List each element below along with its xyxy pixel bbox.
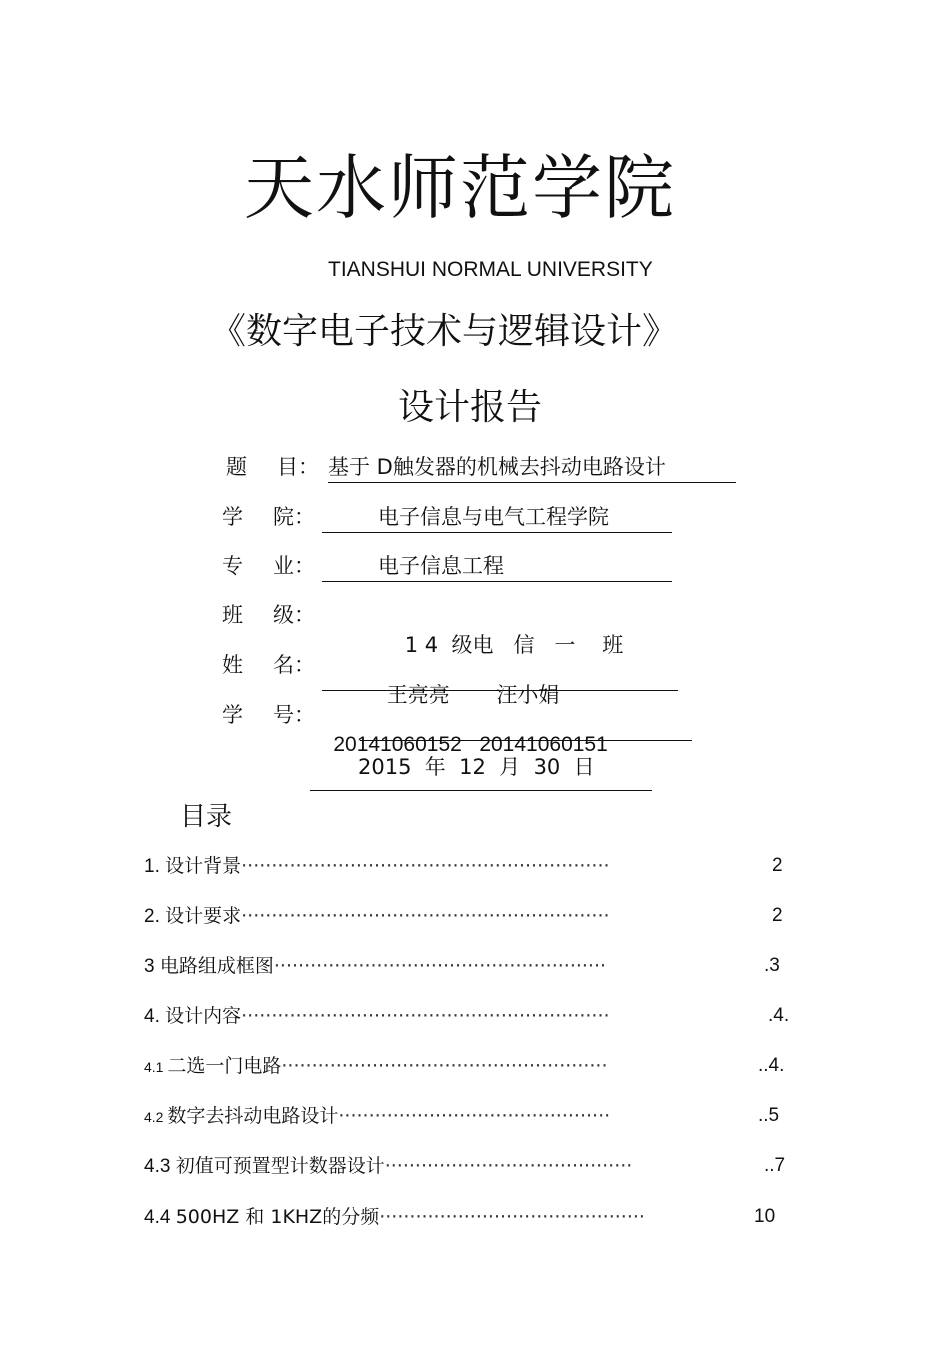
toc-title: 目录 — [180, 802, 233, 832]
toc-item-4-2-page: ..5 — [758, 1105, 780, 1126]
university-name-cn: 天水师范学院 — [244, 147, 676, 229]
class-value: 1 4 级电 信 一 班 — [404, 633, 624, 657]
topic-value: 基于 D触发器的机械去抖动电路设计 — [328, 452, 736, 483]
student-id-label-a: 学 — [222, 703, 243, 727]
name-label — [222, 650, 315, 680]
toc-item-4-4-page: 10 — [754, 1206, 776, 1227]
topic-label — [226, 452, 319, 482]
toc-item-4-4[interactable] — [144, 1204, 645, 1231]
toc-item-4-1-prefix: 4.1 — [144, 1059, 168, 1075]
toc-item-4-dots: ····························································· — [241, 1005, 610, 1027]
toc-item-3-page: .3 — [764, 955, 780, 976]
toc-item-4-2-prefix: 4.2 — [144, 1109, 168, 1125]
class-label-a: 班 — [222, 603, 243, 627]
toc-item-2-prefix: 2. — [144, 906, 166, 927]
major-value: 电子信息工程 — [378, 554, 504, 578]
toc-item-4-3[interactable] — [144, 1153, 632, 1180]
class-label — [222, 600, 315, 630]
toc-item-1-text: 设计背景 — [165, 855, 242, 877]
toc-item-4-1-text: 二选一门电路 — [167, 1055, 282, 1077]
name-label-a: 姓 — [222, 653, 243, 677]
toc-item-2[interactable] — [144, 903, 610, 930]
student-id-label-b: 号： — [273, 703, 315, 727]
toc-item-3[interactable] — [144, 953, 606, 980]
name-label-b: 名： — [273, 653, 315, 677]
toc-item-1-dots: ····························································· — [241, 855, 610, 877]
course-title: 《数字电子技术与逻辑设计》 — [210, 311, 679, 352]
report-date: 2015 年 12 月 30 日 — [358, 755, 595, 779]
toc-item-3-text: 电路组成框图 — [159, 955, 274, 977]
report-title: 设计报告 — [397, 387, 542, 428]
major-label-b: 业： — [273, 554, 315, 578]
toc-item-3-prefix: 3 — [144, 956, 160, 977]
toc-item-4-4-prefix: 4.4 — [144, 1207, 176, 1228]
name-value: 王亮亮 汪小娟 — [386, 683, 560, 707]
toc-item-1-prefix: 1. — [144, 856, 166, 877]
toc-item-4-3-prefix: 4.3 — [144, 1156, 176, 1177]
toc-item-4-page: .4. — [768, 1005, 790, 1026]
toc-item-4-3-dots: ········································· — [384, 1155, 633, 1177]
college-label-a: 学 — [222, 505, 243, 529]
toc-item-1-page: 2 — [772, 855, 783, 876]
toc-item-4-2-text: 数字去抖动电路设计 — [167, 1105, 339, 1127]
topic-label-a: 题 — [226, 455, 247, 479]
toc-item-4-prefix: 4. — [144, 1006, 166, 1027]
student-id-value: 20141060152 20141060151 — [333, 733, 608, 756]
toc-item-1[interactable] — [144, 853, 610, 880]
class-label-b: 级： — [273, 603, 315, 627]
toc-item-4-1-page: ..4. — [758, 1055, 785, 1076]
toc-item-4-3-page: ..7 — [764, 1155, 786, 1176]
topic-label-b: 目： — [277, 455, 319, 479]
toc-item-4-2[interactable] — [144, 1103, 610, 1130]
university-name-en: TIANSHUI NORMAL UNIVERSITY — [328, 258, 653, 281]
toc-item-4-1-dots: ······················································ — [281, 1055, 608, 1077]
toc-item-4-4-text: 500HZ 和 1KHZ的分频 — [175, 1206, 380, 1228]
toc-item-2-page: 2 — [772, 905, 783, 926]
major-value-line — [322, 551, 672, 582]
toc-item-4[interactable] — [144, 1003, 610, 1030]
toc-item-4-3-text: 初值可预置型计数器设计 — [175, 1155, 385, 1177]
toc-item-4-4-dots: ············································ — [379, 1206, 645, 1228]
college-label — [222, 502, 315, 532]
major-label — [222, 551, 315, 581]
college-value-line — [322, 502, 672, 533]
toc-item-3-dots: ······················································· — [273, 955, 607, 977]
major-label-a: 专 — [222, 554, 243, 578]
toc-item-4-text: 设计内容 — [165, 1005, 242, 1027]
toc-item-2-dots: ····························································· — [241, 905, 610, 927]
college-label-b: 院： — [273, 505, 315, 529]
toc-item-2-text: 设计要求 — [165, 905, 242, 927]
toc-item-4-1[interactable] — [144, 1053, 608, 1080]
college-value: 电子信息与电气工程学院 — [378, 505, 609, 529]
toc-item-4-2-dots: ············································· — [338, 1105, 611, 1127]
student-id-label — [222, 700, 315, 730]
